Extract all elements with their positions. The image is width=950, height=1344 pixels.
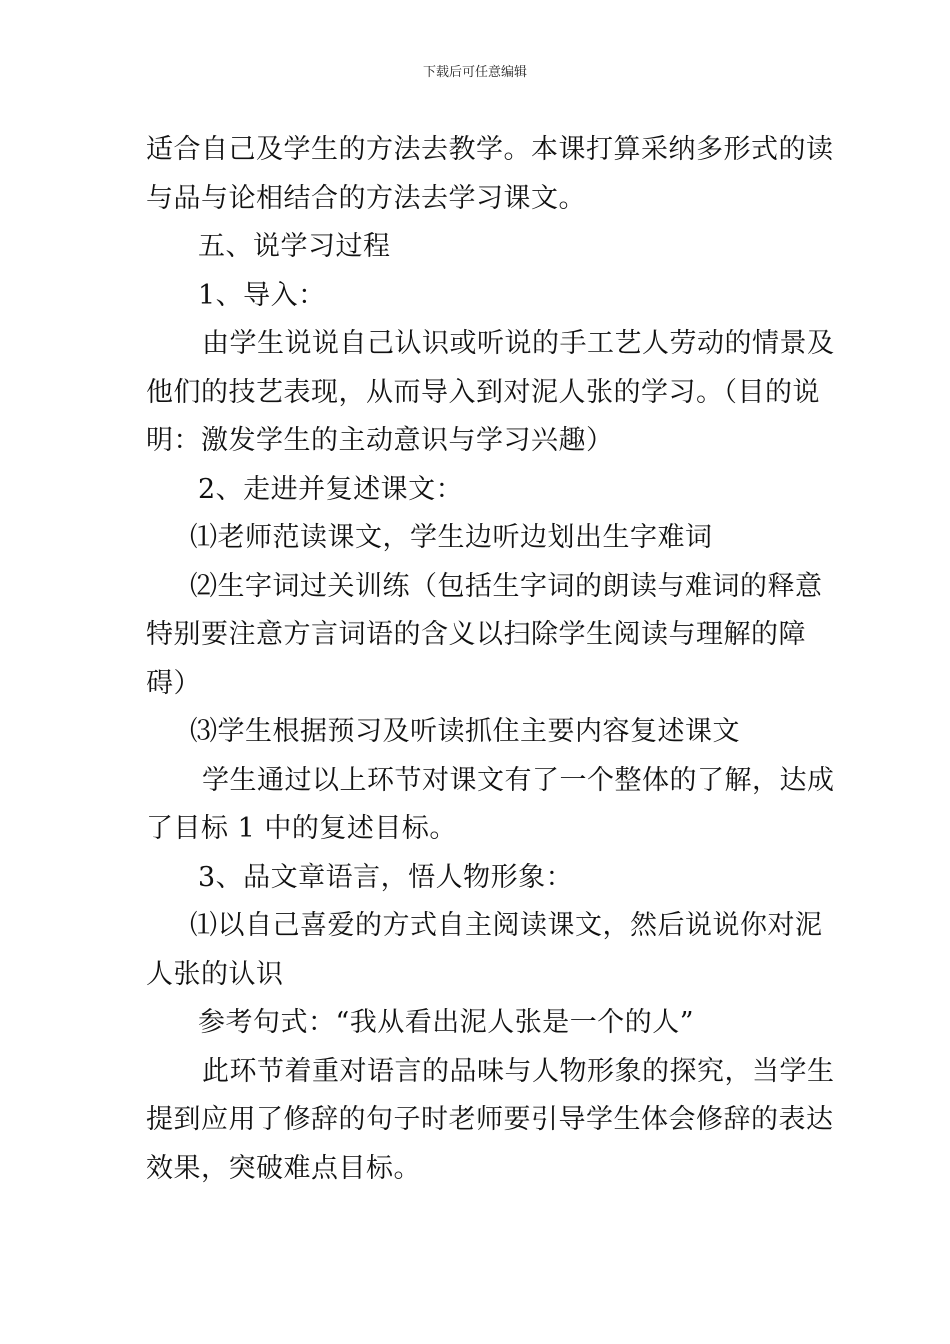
text-line: 参考句式：“我从看出泥人张是一个的人” bbox=[198, 1007, 695, 1038]
list-item: ⑴老师范读课文，学生边听边划出生字难词 bbox=[190, 522, 713, 553]
text-line: 了目标 1 中的复述目标。 bbox=[146, 813, 457, 844]
section-heading: 五、说学习过程 bbox=[198, 231, 391, 262]
text-line: 碍） bbox=[146, 667, 201, 699]
text-line: 适合自己及学生的方法去教学。本课打算采纳多形式的读 bbox=[146, 134, 834, 165]
list-item: ⑵生字词过关训练（包括生字词的朗读与难词的释意 bbox=[190, 570, 823, 602]
text-line: 学生通过以上环节对课文有了一个整体的了解，达成 bbox=[202, 764, 835, 796]
list-item: ⑴以自己喜爱的方式自主阅读课文，然后说说你对泥 bbox=[190, 910, 823, 941]
text-line: 他们的技艺表现，从而导入到对泥人张的学习。（目的说 bbox=[146, 376, 820, 408]
text-line: 特别要注意方言词语的含义以扫除学生阅读与理解的障 bbox=[146, 619, 806, 650]
subsection-heading: 1、导入： bbox=[198, 279, 326, 311]
subsection-heading: 2、走进并复述课文： bbox=[198, 473, 464, 505]
document-body bbox=[146, 126, 835, 1193]
text-line: 由学生说说自己认识或听说的手工艺人劳动的情景及 bbox=[202, 328, 835, 359]
text-line: 明：激发学生的主动意识与学习兴趣） bbox=[146, 425, 614, 456]
list-item: ⑶学生根据预习及听读抓住主要内容复述课文 bbox=[190, 716, 740, 747]
text-line: 与品与论相结合的方法去学习课文。 bbox=[146, 182, 586, 214]
page-header: 下载后可任意编辑 bbox=[422, 65, 527, 80]
text-line: 人张的认识 bbox=[146, 958, 284, 990]
text-line: 效果，突破难点目标。 bbox=[146, 1152, 421, 1184]
text-line: 提到应用了修辞的句子时老师要引导学生体会修辞的表达 bbox=[146, 1104, 834, 1135]
subsection-heading: 3、品文章语言，悟人物形象： bbox=[198, 861, 574, 893]
text-line: 此环节着重对语言的品味与人物形象的探究，当学生 bbox=[202, 1055, 835, 1087]
